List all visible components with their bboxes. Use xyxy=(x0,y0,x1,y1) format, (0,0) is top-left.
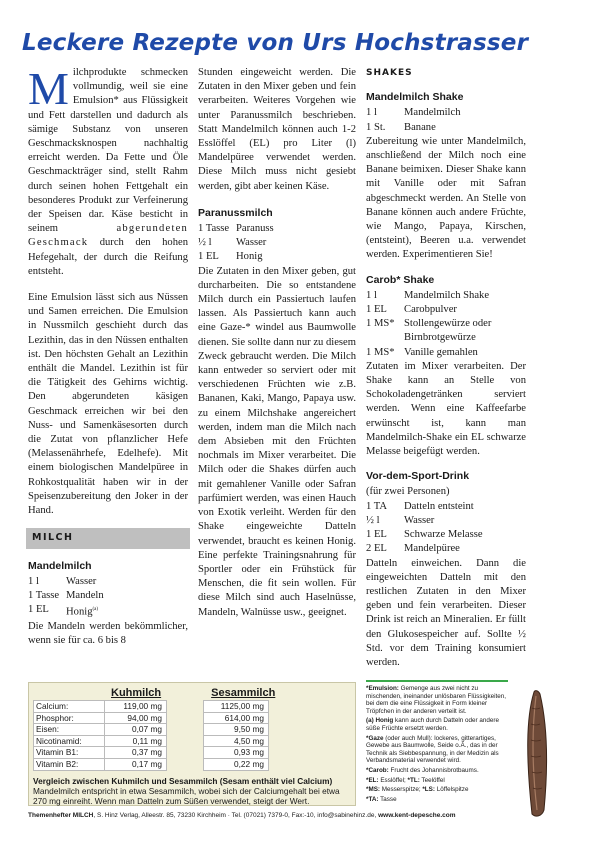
recipe-title-paranussmilch: Paranussmilch xyxy=(198,206,273,219)
section-shakes: SHAKES xyxy=(366,68,413,78)
comparison-header xyxy=(33,687,353,699)
recipe-title-carob-shake: Carob* Shake xyxy=(366,273,435,286)
ingredient-row: 1 l Mandelmilch xyxy=(366,107,461,119)
column-2 xyxy=(198,66,356,620)
comparison-rows xyxy=(33,700,353,771)
table-row: Nicotinamid: 0,11 mg 4,50 mg xyxy=(33,736,353,748)
section-milch: MILCH xyxy=(26,528,190,548)
footnote-carob: *Carob: Frucht des Johannisbrotbaums. xyxy=(366,766,479,774)
ingredient-row: Birnbrotgewürze xyxy=(404,332,476,344)
ingredient-row: 1 l Wasser xyxy=(28,575,97,587)
table-row: Vitamin B1: 0,37 mg 0,93 mg xyxy=(33,747,353,759)
footnote-honig: (a) Honig kann auch durch Datteln oder andere süße Früchte ersetzt werden. xyxy=(366,717,500,732)
table-row: Calcium: 119,00 mg 1125,00 mg xyxy=(33,700,353,713)
footnote-ms-ls: *MS: Messerspitze; *LS: Löffelspitze xyxy=(366,786,469,794)
drop-cap: M xyxy=(28,63,69,114)
ingredient-row: 1 Tasse Mandeln xyxy=(28,589,104,601)
comparison-box xyxy=(28,682,356,806)
column-3 xyxy=(366,66,526,670)
paranussmilch-text: Die Zutaten in den Mixer geben, gut durcharbeiten. Die so entstandene Milch durch ein Passiertuch laufen lassen. Als Passiertuch kann auch eine Gaze-* windel aus Baumwolle dienen. Sie sollte dann nur zu diesem Zweck gebraucht werden. Die Milch kann entweder so serviert oder mit verschiedenen Früchten wie z.B. Bananen, Kaki, Mango, Papaya usw. zu einem Milchshake angereichert werden, indem man die Milch nach dem Absieben mit den Früchten nochmals im Mixer verarbeitet. Die Milch oder die Shakes dürfen auch mit gemahlener Vanille oder Safran parfümiert werden, was einen Hauch von Exotik verleiht. Werden für den Shake eingeweichte Datteln verwendet, braucht es keinen Honig. Eine perfekte Trainingsnahrung für Sportler oder ein Frühstück für Menschen, die fit sein wollen. Für diese Milch sind auch Haselnüsse, Mandeln, Walnüsse usw., geeignet. xyxy=(198,265,356,618)
footnote-el-tl: *EL: Esslöffel; *TL: Teelöffel xyxy=(366,776,445,784)
ingredient-row: 2 EL Mandelpüree xyxy=(366,543,460,555)
ingredient-row: 1 l Mandelmilch Shake xyxy=(366,289,490,301)
ingredient-row: 1 EL Schwarze Melasse xyxy=(366,529,483,541)
header-sesammilch: Sesammilch xyxy=(211,687,276,699)
ingredient-row: 1 Tasse Paranuss xyxy=(198,223,274,235)
header-kuhmilch: Kuhmilch xyxy=(111,687,162,699)
carob-pod-image xyxy=(520,688,554,818)
ingredient-row: 1 TA Datteln entsteint xyxy=(366,500,474,512)
intro-spaced-text: abgerundeten Geschmack xyxy=(28,223,188,249)
comparison-caption: Mandelmilch entspricht in etwa Sesammilch, wobei sich der Calciumgehalt bei etwa 270 mg einreiht. Wenn man Datteln zum Süßen verwendet, steigt der Wert. xyxy=(33,785,340,806)
page-title: Leckere Rezepte von Urs Hochstrasser xyxy=(22,30,529,56)
ingredient-row: ½ l Wasser xyxy=(366,514,435,526)
ingredient-row: 1 MS* Stollengewürze oder xyxy=(366,318,492,330)
ingredient-row: 1 EL Carobpulver xyxy=(366,304,457,316)
recipe-title-sport-drink: Vor-dem-Sport-Drink xyxy=(366,470,470,483)
recipe-title-mandelmilch-shake: Mandelmilch Shake xyxy=(366,91,464,104)
footer: Themenhefter MILCH, S. Hinz Verlag, Alleestr. 85, 73230 Kirchheim · Tel. (07021) 7379-0, Fax:-10, info@sabinehinz.de, www.kent-depesche.com xyxy=(28,812,456,819)
comparison-table xyxy=(33,687,353,806)
ingredient-row: 1 EL Honig xyxy=(198,251,263,263)
intro-text: ilchprodukte schmecken vollmundig, weil sie eine Emulsion* aus Flüssigkeit und Fett darstellen und dadurch als sämige Substanz von unseren Geschmacksknospen nachhaltig erreicht werden. Da Fette und Öle Geschmackträger sind, stellt Rahm durch seinen hohen Fettgehalt ein besonderes Produkt zur Verfeinerung der Speisen dar. Käse besticht in seinem xyxy=(28,67,188,235)
footnote-gaze: *Gaze (oder auch Mull): lockeres, gitterartiges, Gewebe aus Baumwolle, Seide o.Ä., das in der Technik als Siebbespannung, in der Medizin als Verbandsmaterial verwendet wird. xyxy=(366,734,499,765)
intro-paragraph xyxy=(28,63,188,279)
sport-drink-subtitle: (für zwei Personen) xyxy=(366,486,450,498)
ingredient-row: 1 St. Banane xyxy=(366,121,436,133)
carob-text: Zutaten im Mixer verarbeiten. Der Shake kann an Stelle von Schokoladengetränken serviert werden. Wenn eine Kaffeefarbe erwünscht ist, kann man Mandelmilch-Shake ein EL schwarze Melasse beigefügt werden. xyxy=(366,360,526,458)
ingredient-row: 1 MS* Vanille gemahlen xyxy=(366,346,478,358)
intro-text-end: durch den hohen Hefegehalt, der durch die Reifung entsteht. xyxy=(28,237,188,277)
table-row: Phosphor: 94,00 mg 614,00 mg xyxy=(33,713,353,725)
table-row: Eisen: 0,07 mg 9,50 mg xyxy=(33,724,353,736)
mandelmilch-continued: Stunden eingeweicht werden. Die Zutaten in den Mixer geben und fein verarbeiten. Weiteres Vorgehen wie unter Paranussmilch beschrieben. Statt Mandelmilch können auch 1-2 Esslöffel (EL) pro Liter (l) Mandelpüree verwendet werden. Diese Milch muss nicht gesiebt werden, gibt aber keinen Käse. xyxy=(198,67,356,192)
table-row: Vitamin B2: 0,17 mg 0,22 mg xyxy=(33,759,353,771)
shake-text: Zubereitung wie unter Mandelmilch, anschließend der Milch noch eine Banane beimixen. Dieser Shake kann mit Vanille oder mit Safran abgeschmeckt werden. An Stelle von Banane können auch andere Früchte, wie Mango, Papaya, Kirschen, (entsteint), Beeren u.a. verwendet werden. Experimentieren Sie! xyxy=(366,135,526,261)
footnotes xyxy=(366,680,508,805)
footnote-ta: *TA: Tasse xyxy=(366,795,397,803)
comparison-caption-title: Vergleich zwischen Kuhmilch und Sesammilch (Sesam enthält viel Calcium) xyxy=(33,775,333,786)
footnote-emulsion: *Emulsion: Gemenge aus zwei nicht zu mischenden, ineinander unlösbaren Flüssigkeiten, bei dem die eine Flüssigkeit in Form kleiner Tröpfchen in der anderen verteilt ist. xyxy=(366,685,507,715)
sport-drink-text: Datteln einweichen. Dann die eingeweichten Datteln mit den restlichen Zutaten in den Mixer geben und fein verarbeiten. Dieser Drink ist reich an Mineralien. Er füllt den Glukosespeicher auf. Sollte ½ Std. vor dem Training konsumiert werden. xyxy=(366,557,526,668)
ingredient-row: ½ l Wasser xyxy=(198,237,267,249)
ingredient-row: 1 EL Honig$^{(a)}$ xyxy=(28,604,99,618)
recipe-title-mandelmilch: Mandelmilch xyxy=(28,559,92,572)
emulsion-paragraph: Eine Emulsion lässt sich aus Nüssen und Samen erreichen. Die Emulsion in Nussmilch geschieht durch das Lezithin, das in den Nüssen enthalten ist. Den höchsten Gehalt an Lezithin enthält die Mandel. Lezithin ist für die Tätigkeit des Gehirns wichtig. Den abgerundeten käsigen Geschmack erreichen wir bei den Nuss- und Samenkäsesorten durch die Zutat von pflanzlicher Hefe (Melassenährhefe, Edelhefe). Mit einem biologischen Mandelpüree in Rohkostqualität haben wir in der Speisenzubereitung den Joker in der Hand. xyxy=(28,292,188,517)
mandelmilch-text: Die Mandeln werden bekömmlicher, wenn sie für ca. 6 bis 8 xyxy=(28,620,188,647)
column-1 xyxy=(28,63,188,648)
